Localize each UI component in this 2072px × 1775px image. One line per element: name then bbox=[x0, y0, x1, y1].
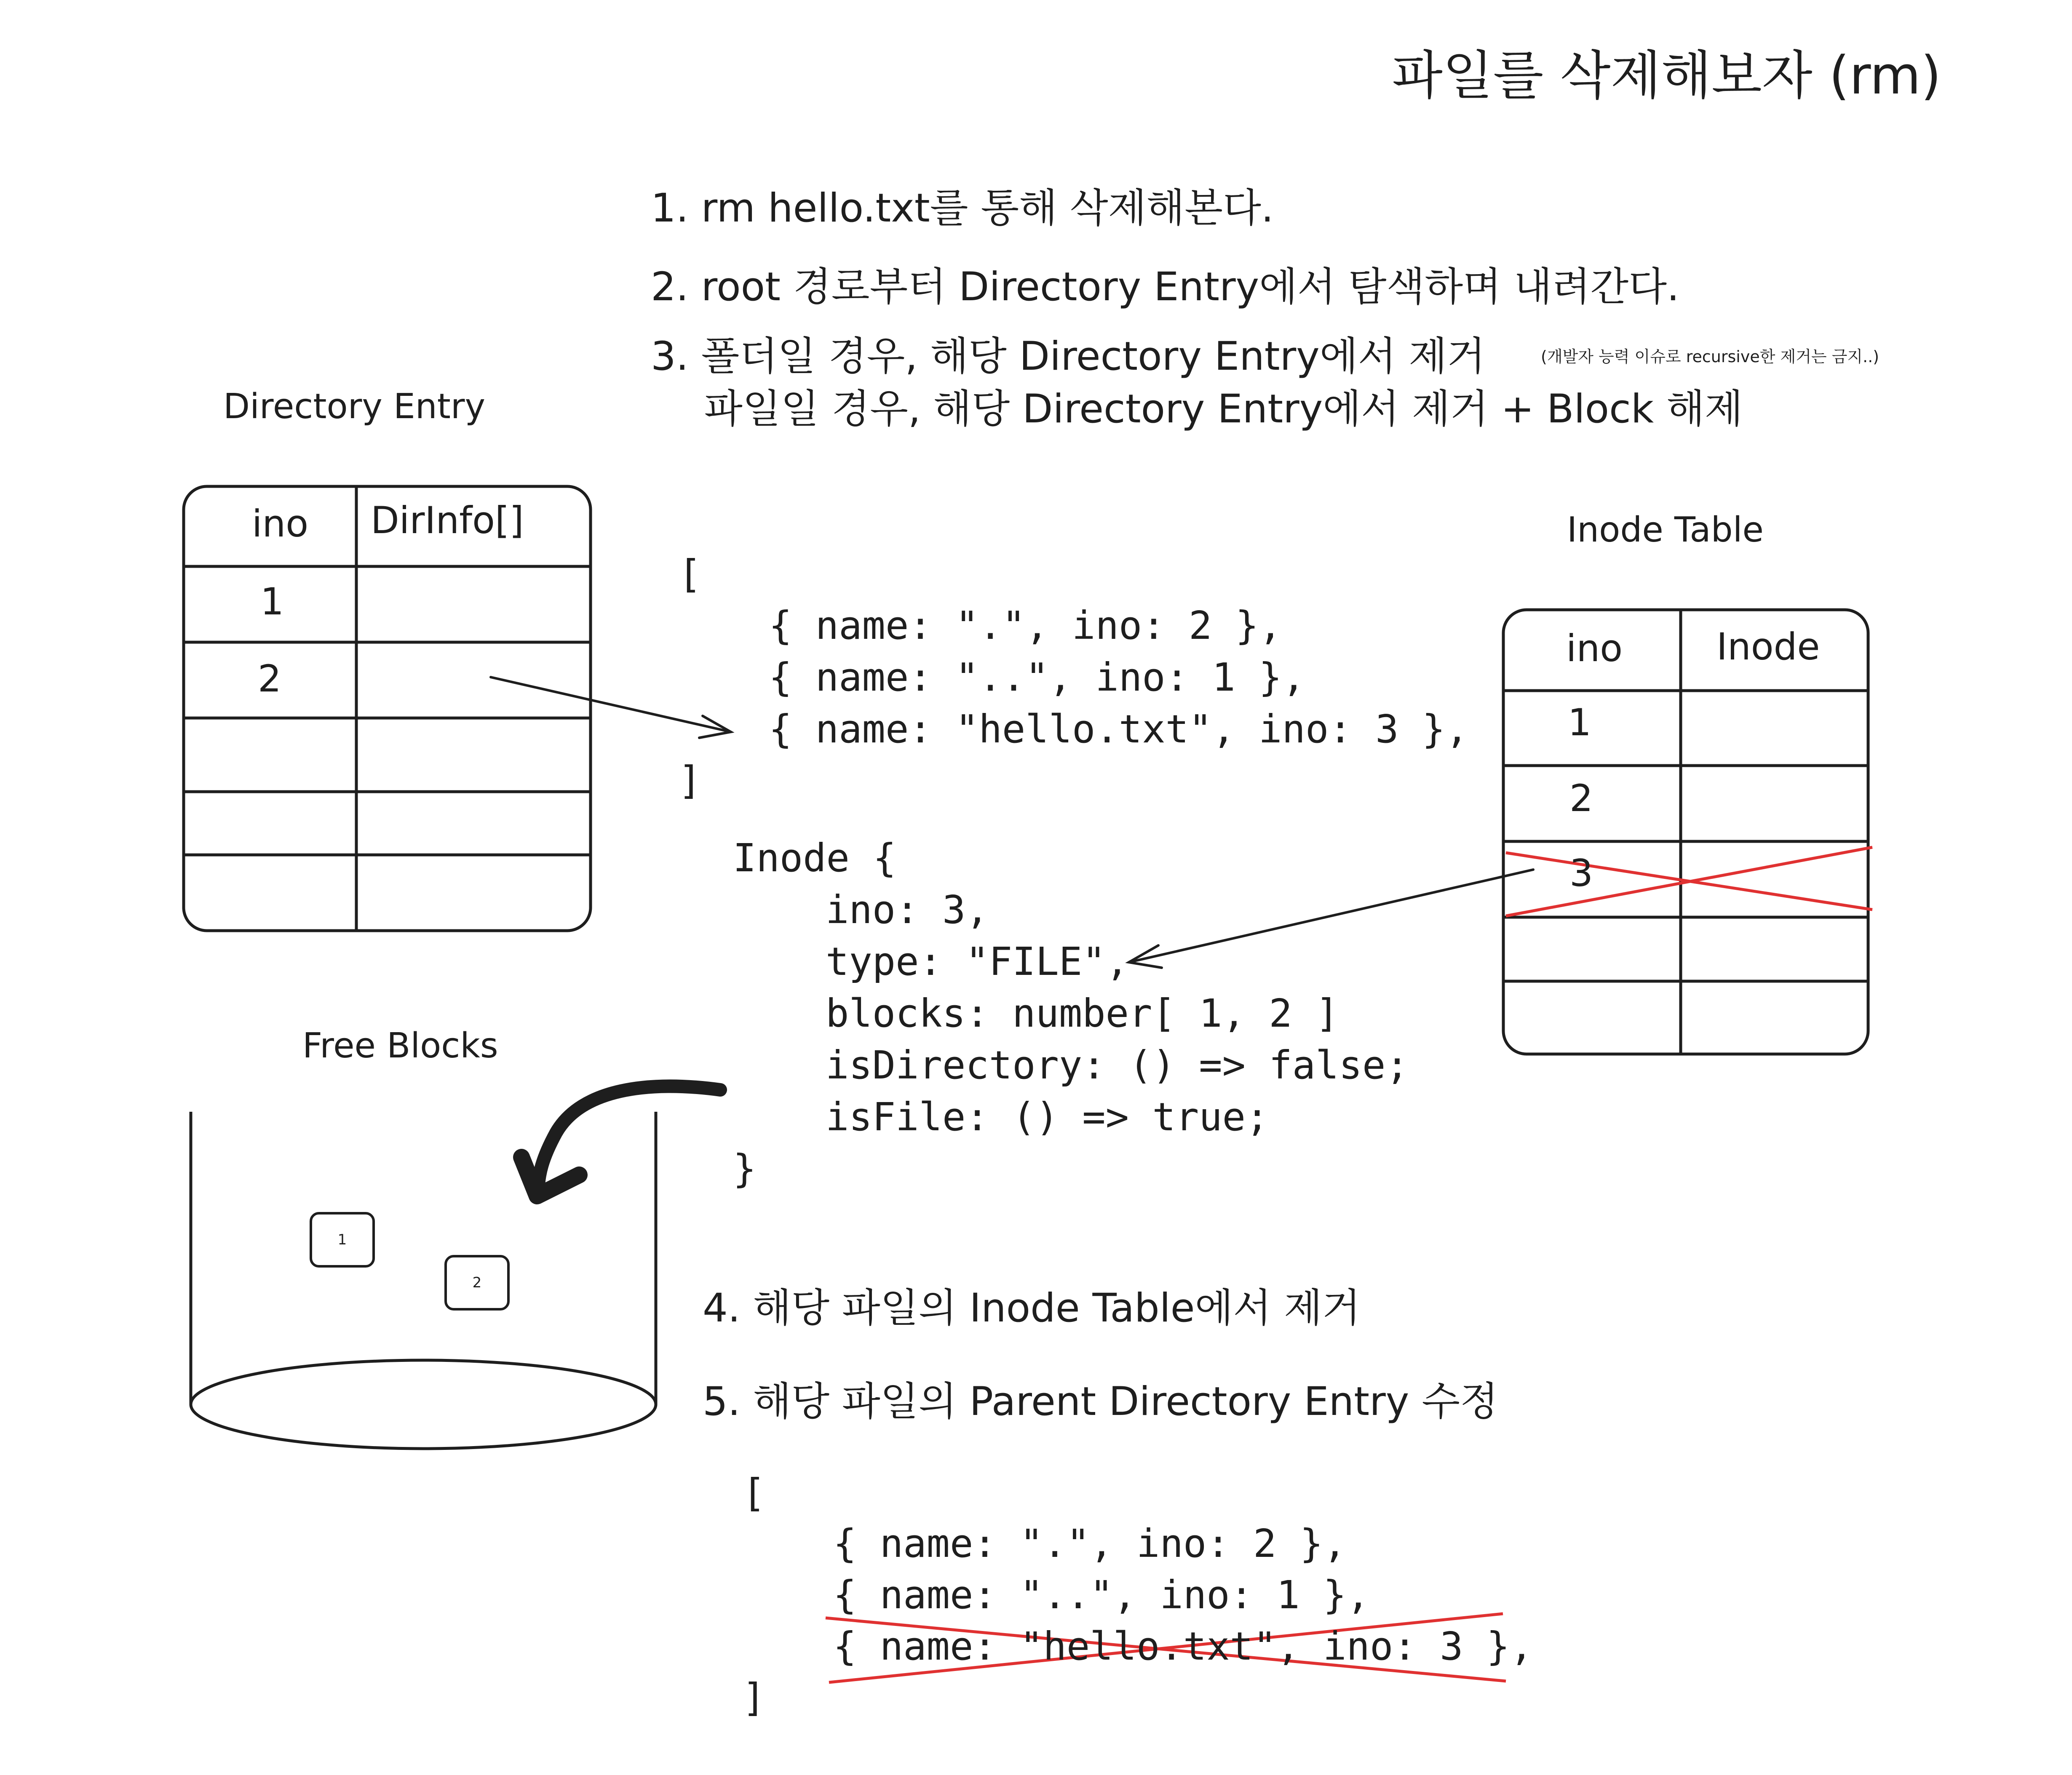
inode-code-close: } bbox=[733, 1146, 757, 1191]
step-3-note: (개발자 능력 이슈로 recursive한 제거는 금지..) bbox=[1541, 347, 1880, 366]
dirinfo-code-line: { name: "hello.txt", ino: 3 }, bbox=[769, 707, 1469, 752]
updated-code-line: { name: "..", ino: 1 }, bbox=[833, 1572, 1370, 1618]
arrow-direntry-to-dirinfo bbox=[491, 677, 731, 738]
dirinfo-code-close: ] bbox=[678, 758, 702, 803]
direntry-row-2: 2 bbox=[258, 657, 281, 700]
inode-row-1: 1 bbox=[1568, 701, 1591, 744]
updated-code-line: { name: ".", ino: 2 }, bbox=[833, 1521, 1347, 1566]
inode-table bbox=[1503, 610, 1868, 1054]
free-blocks-label: Free Blocks bbox=[302, 1026, 498, 1066]
free-block: 2 bbox=[444, 1255, 510, 1311]
arrow-inode-row-to-inode-code bbox=[1129, 870, 1533, 968]
step-1: 1. rm hello.txt를 통해 삭제해본다. bbox=[651, 185, 1274, 231]
step-2: 2. root 경로부터 Directory Entry에서 탐색하며 내려간다. bbox=[651, 264, 1679, 310]
directory-entry-table bbox=[184, 486, 591, 931]
inode-table-label: Inode Table bbox=[1567, 510, 1764, 550]
step-4: 4. 해당 파일의 Inode Table에서 제거 bbox=[703, 1285, 1361, 1331]
inode-header-ino: ino bbox=[1566, 627, 1623, 670]
direntry-header-ino: ino bbox=[252, 502, 309, 545]
arrow-blocks-freed bbox=[521, 1086, 720, 1196]
free-block: 1 bbox=[310, 1212, 375, 1268]
inode-header-inode: Inode bbox=[1716, 625, 1820, 668]
inode-code-line: isFile: () => true; bbox=[826, 1094, 1269, 1140]
updated-code-line-deleted: { name: "hello.txt", ino: 3 }, bbox=[833, 1624, 1533, 1669]
inode-row-3: 3 bbox=[1569, 851, 1593, 895]
inode-code-open: Inode { bbox=[733, 835, 896, 881]
updated-code-open: [ bbox=[742, 1471, 766, 1516]
directory-entry-label: Directory Entry bbox=[223, 387, 486, 427]
inode-code-line: ino: 3, bbox=[826, 887, 989, 932]
inode-code-line: isDirectory: () => false; bbox=[826, 1043, 1409, 1088]
step-3: 3. 폴더일 경우, 해당 Directory Entry에서 제거 bbox=[651, 334, 1486, 379]
inode-code-line: blocks: number[ 1, 2 ] bbox=[826, 991, 1339, 1036]
dirinfo-code-line: { name: ".", ino: 2 }, bbox=[769, 603, 1282, 648]
inode-code-line: type: "FILE", bbox=[826, 939, 1129, 984]
step-3-line2: 파일일 경우, 해당 Directory Entry에서 제거 + Block 해제 bbox=[704, 386, 1743, 432]
updated-code-close: ] bbox=[742, 1675, 766, 1720]
direntry-row-1: 1 bbox=[260, 580, 284, 623]
dirinfo-code-open: [ bbox=[678, 552, 702, 597]
inode-row-2: 2 bbox=[1569, 777, 1593, 820]
direntry-header-dirinfo: DirInfo[] bbox=[371, 499, 524, 542]
free-blocks-cylinder bbox=[191, 1112, 656, 1449]
inode-row-3-strike bbox=[1506, 847, 1872, 916]
step-5: 5. 해당 파일의 Parent Directory Entry 수정 bbox=[703, 1379, 1498, 1425]
dirinfo-code-line: { name: "..", ino: 1 }, bbox=[769, 655, 1305, 700]
page-title: 파일를 삭제해보자 (rm) bbox=[1392, 45, 1941, 106]
